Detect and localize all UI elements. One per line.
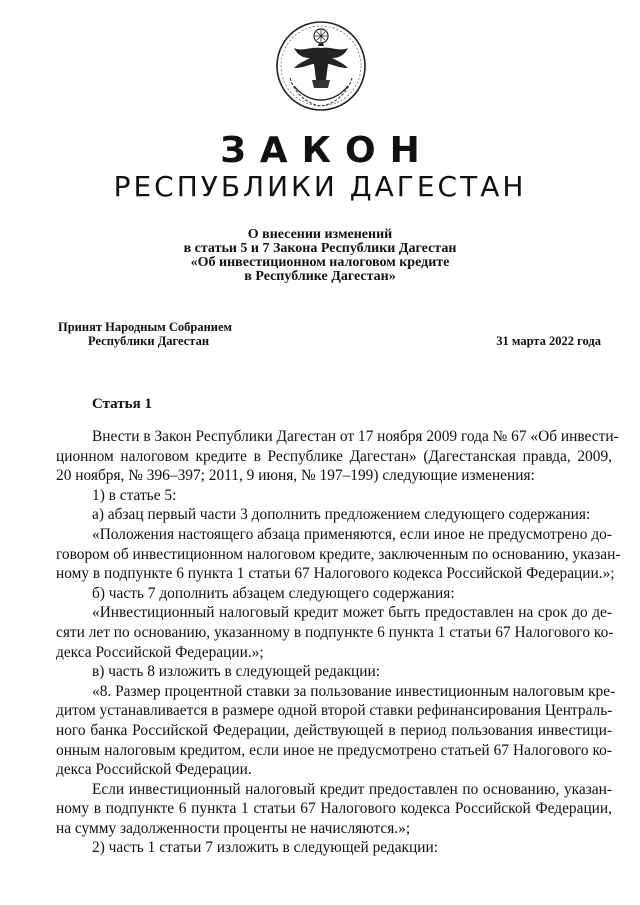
adoption-date: 31 марта 2022 года xyxy=(496,334,601,348)
subtitle-line: О внесении изменений xyxy=(247,227,393,242)
text-line: онным налоговым кредитом, если иное не предусмотрено статьей 67 Налогового ко- xyxy=(56,741,612,759)
subtitle-line: «Об инвестиционном налоговом кредите xyxy=(190,255,450,270)
text-line: «8. Размер процентной ставки за пользование инвестиционным налоговым кре- xyxy=(92,682,616,700)
text-line: а) абзац первый части 3 дополнить предложением следующего содержания: xyxy=(92,506,591,524)
adoption-line: Республики Дагестан xyxy=(88,334,210,348)
subtitle-line: в Республике Дагестан» xyxy=(244,269,396,284)
text-line: ционном налоговом кредите в Республике Дагестан» (Дагестанская правда, 2009, xyxy=(56,447,612,465)
text-line: говором об инвестиционном налоговом кредите, заключенным по основанию, указан- xyxy=(56,545,621,563)
text-line: б) часть 7 дополнить абзацем следующего содержания: xyxy=(92,584,455,602)
text-line: сяти лет по основанию, указанному в подпункте 6 пункта 1 статьи 67 Налогового ко- xyxy=(56,623,614,641)
republic-title: РЕСПУБЛИКИ ДАГЕСТАН xyxy=(113,170,527,203)
article-heading: Статья 1 xyxy=(92,396,152,412)
text-line: ного банка Российской Федерации, действующей в период пользования инвестици- xyxy=(56,721,612,739)
text-line: ному в подпункте 6 пункта 1 статьи 67 Налогового кодекса Российской Федерации.»; xyxy=(56,565,615,583)
text-line: «Положения настоящего абзаца применяются, если иное не предусмотрено до- xyxy=(92,525,612,543)
text-line: Внести в Закон Республики Дагестан от 17 ноября 2009 года № 67 «Об инвести- xyxy=(92,428,619,445)
text-line: декса Российской Федерации. xyxy=(56,761,252,779)
text-line: 20 ноября, № 396–397; 2011, 9 июня, № 197–199) следующие изменения: xyxy=(56,467,535,485)
adoption-statement xyxy=(58,320,232,348)
subtitle-line: в статьи 5 и 7 Закона Республики Дагестан xyxy=(183,241,457,256)
text-line: в) часть 8 изложить в следующей редакции: xyxy=(92,663,381,681)
text-line: на сумму задолженности проценты не начисляются.»; xyxy=(56,819,411,837)
dagestan-coat-of-arms-icon xyxy=(272,18,370,114)
adoption-line: Принят Народным Собранием xyxy=(58,320,233,334)
text-line: декса Российской Федерации.»; xyxy=(56,643,264,661)
text-line: Если инвестиционный налоговый кредит предоставлен по основанию, указан- xyxy=(92,780,612,798)
text-line: ному в подпункте 6 пункта 1 статьи 67 Налогового кодекса Российской Федерации, xyxy=(56,800,612,818)
text-line: 1) в статье 5: xyxy=(92,486,177,504)
law-title: ЗАКОН xyxy=(220,130,434,171)
law-subtitle xyxy=(90,228,550,284)
text-line: 2) часть 1 статьи 7 изложить в следующей редакции: xyxy=(92,839,439,857)
article-body xyxy=(56,427,621,858)
text-line: «Инвестиционный налоговый кредит может быть предоставлен на срок до де- xyxy=(92,604,612,622)
text-line: дитом устанавливается в размере одной второй ставки рефинансирования Централь- xyxy=(56,702,613,720)
